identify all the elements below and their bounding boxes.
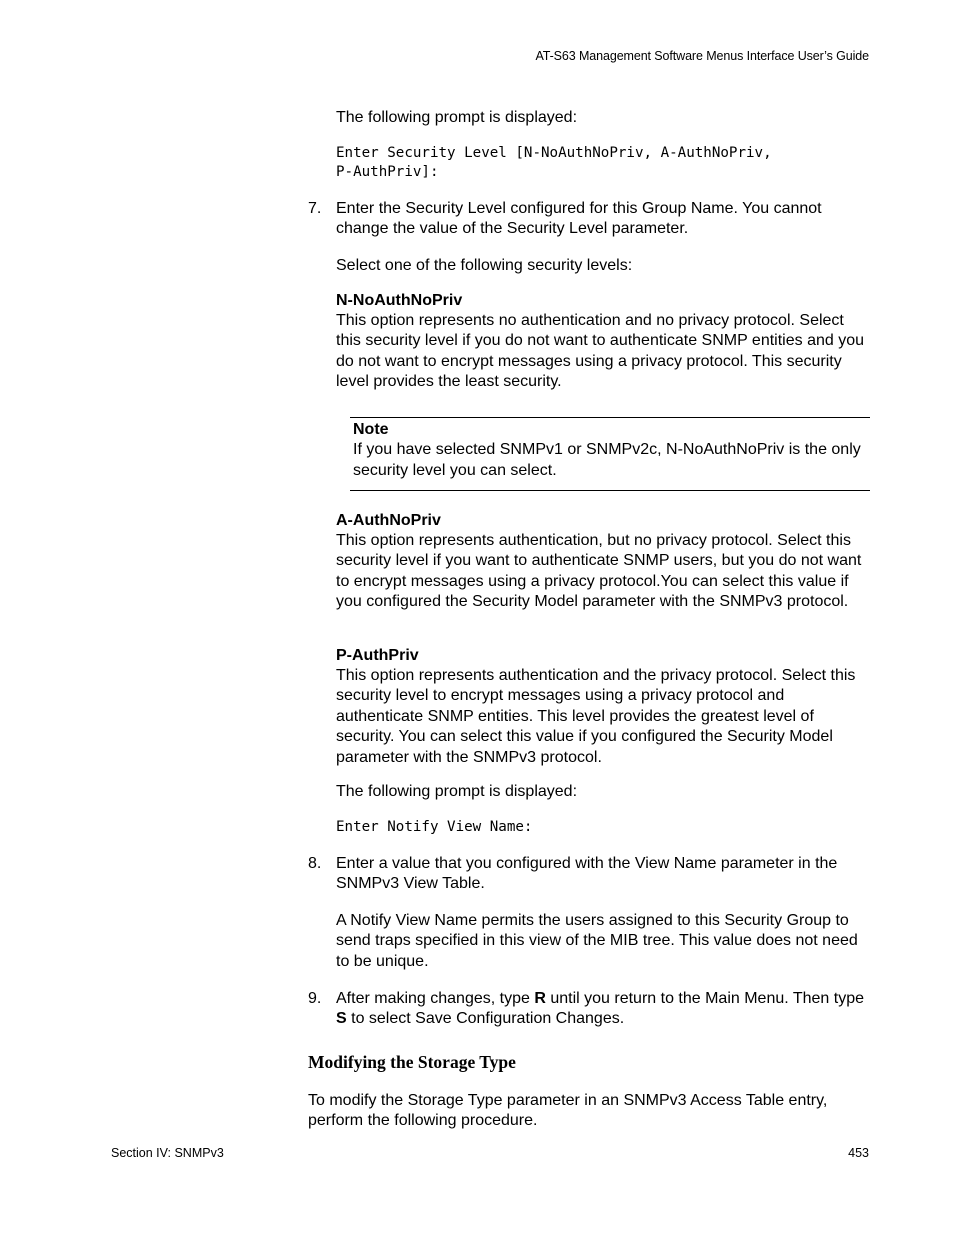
prompt-intro: The following prompt is displayed: bbox=[336, 109, 578, 126]
step-number: 7. bbox=[308, 200, 322, 217]
option-description: This option represents no authentication and no privacy protocol. Select this security level if you do not want to authenticate SNMP entities and you do not want to encrypt messages using a privacy protocol. This security level provides the least security. bbox=[336, 312, 864, 391]
section-heading: Modifying the Storage Type bbox=[308, 1052, 516, 1072]
option-description: This option represents authentication, but no privacy protocol. Select this security level if you want to authenticate SNMP users, but you do not want to encrypt messages using a privacy protocol.You can select this value if you configured the Security Model parameter with the SNMPv3 protocol. bbox=[336, 532, 862, 611]
step-8-detail: A Notify View Name permits the users assigned to this Security Group to send traps specified in this view of the MIB tree. This value does not need to be unique. bbox=[336, 912, 858, 970]
note-title: Note bbox=[353, 421, 389, 438]
step-7-text: Enter the Security Level configured for this Group Name. You cannot change the value of the Security Level parameter. bbox=[336, 200, 822, 238]
page-number: 453 bbox=[848, 1146, 869, 1160]
code-block-notify-view: Enter Notify View Name: bbox=[336, 819, 533, 835]
note-box bbox=[353, 420, 868, 481]
option-title: N-NoAuthNoPriv bbox=[336, 292, 463, 309]
option-description: This option represents authentication and the privacy protocol. Select this security level to encrypt messages using a privacy protocol and authenticate SNMP entities. This level provides the greatest level of security. You can select this value if you configured the Security Model parameter with the SNMPv3 protocol. bbox=[336, 667, 856, 766]
text-run: to select Save Configuration Changes. bbox=[346, 1010, 625, 1028]
running-header: AT-S63 Management Software Menus Interface User’s Guide bbox=[535, 49, 869, 63]
code-line: Enter Security Level [N-NoAuthNoPriv, A-AuthNoPriv, bbox=[336, 145, 772, 161]
text-run: until you return to the Main Menu. Then type bbox=[545, 990, 864, 1007]
option-title: P-AuthPriv bbox=[336, 647, 419, 664]
code-line: P-AuthPriv]: bbox=[336, 164, 439, 180]
step-number: 8. bbox=[308, 855, 322, 872]
section-intro: To modify the Storage Type parameter in an SNMPv3 Access Table entry, perform the following procedure. bbox=[308, 1092, 828, 1130]
code-block-security-level bbox=[336, 144, 871, 182]
step-8-text: Enter a value that you configured with the View Name parameter in the SNMPv3 View Table. bbox=[336, 855, 838, 893]
prompt-intro: The following prompt is displayed: bbox=[336, 783, 578, 800]
footer-section: Section IV: SNMPv3 bbox=[111, 1146, 224, 1160]
note-bottom-rule bbox=[350, 490, 870, 491]
text-run: After making changes, type bbox=[336, 990, 535, 1007]
key-r: R bbox=[534, 990, 546, 1007]
note-top-rule bbox=[350, 417, 870, 418]
key-s: S bbox=[336, 1010, 347, 1028]
note-text: If you have selected SNMPv1 or SNMPv2c, N-NoAuthNoPriv is the only security level you can select. bbox=[353, 441, 861, 479]
step-number: 9. bbox=[308, 990, 322, 1007]
step-9-text bbox=[336, 989, 871, 1030]
option-title: A-AuthNoPriv bbox=[336, 512, 441, 529]
select-intro: Select one of the following security levels: bbox=[336, 257, 633, 274]
